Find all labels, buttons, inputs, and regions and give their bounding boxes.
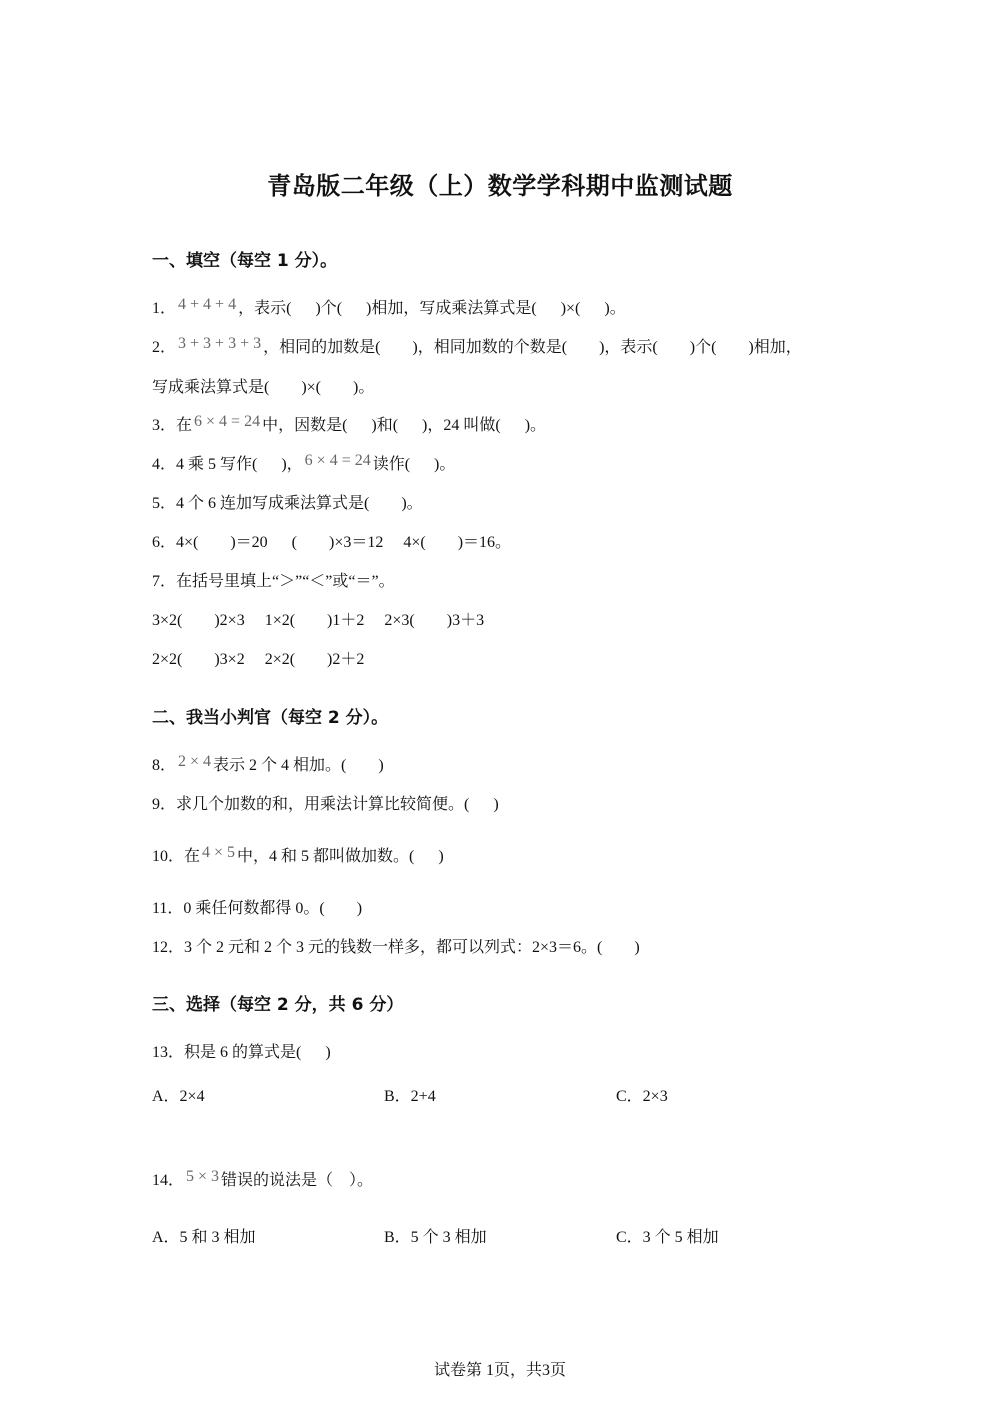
question-7: 7．在括号里填上“＞”“＜”或“＝”。 (152, 573, 395, 590)
question-2 (152, 335, 802, 358)
question-14-option-c: C．3 个 5 相加 (616, 1229, 719, 1246)
math-expression: 6 × 4 = 24 (194, 413, 261, 430)
question-text: 表示 2 个 4 相加。( ) (213, 757, 384, 774)
question-text: 4．4 乘 5 写作( )， (152, 456, 303, 473)
question-2-continuation: 写成乘法算式是( )×( )。 (152, 379, 375, 396)
question-number: 14． (152, 1172, 185, 1189)
question-text: 错误的说法是（ ）。 (221, 1172, 374, 1189)
section-heading-judge: 二、我当小判官（每空 2 分）。 (152, 708, 389, 728)
question-number: 2． (152, 339, 177, 356)
question-14-option-b: B．5 个 3 相加 (384, 1229, 487, 1246)
question-text: ，表示( )个( )相加，写成乘法算式是( )×( )。 (238, 300, 626, 317)
question-11: 11．0 乘任何数都得 0。( ) (152, 900, 363, 917)
question-6: 6．4×( )＝20 ( )×3＝12 4×( )＝16。 (152, 534, 512, 551)
question-13: 13．积是 6 的算式是( ) (152, 1044, 331, 1061)
math-expression: 6 × 4 = 24 (304, 452, 371, 469)
question-10 (152, 844, 444, 867)
question-number: 3．在 (152, 417, 193, 434)
question-text: ，相同的加数是( )，相同加数的个数是( )，表示( )个( )相加， (263, 339, 802, 356)
question-number: 10．在 (152, 848, 201, 865)
question-13-option-a: A．2×4 (152, 1088, 205, 1105)
math-expression: 2 × 4 (178, 753, 212, 770)
question-text: 中，因数是( )和( )，24 叫做( )。 (262, 417, 547, 434)
question-text: 中，4 和 5 都叫做加数。( ) (237, 848, 444, 865)
question-7-row-1: 3×2( )2×3 1×2( )1＋2 2×3( )3＋3 (152, 612, 485, 629)
question-3 (152, 413, 547, 436)
question-number: 8． (152, 757, 177, 774)
question-13-option-c: C．2×3 (616, 1088, 668, 1105)
question-9: 9．求几个加数的和，用乘法计算比较简便。( ) (152, 796, 499, 813)
question-4 (152, 452, 456, 475)
question-14-option-a: A．5 和 3 相加 (152, 1229, 256, 1246)
math-expression: 5 × 3 (186, 1168, 220, 1185)
question-7-row-2: 2×2( )3×2 2×2( )2＋2 (152, 651, 365, 668)
math-expression: 4 + 4 + 4 (178, 296, 237, 313)
question-12: 12．3 个 2 元和 2 个 3 元的钱数一样多，都可以列式：2×3＝6。( ) (152, 939, 640, 956)
section-heading-choice: 三、选择（每空 2 分，共 6 分） (152, 995, 404, 1015)
question-1 (152, 296, 626, 319)
question-8 (152, 753, 384, 776)
question-13-option-b: B．2+4 (384, 1088, 436, 1105)
question-14 (152, 1168, 374, 1191)
math-expression: 3 + 3 + 3 + 3 (178, 335, 262, 352)
question-5: 5．4 个 6 连加写成乘法算式是( )。 (152, 495, 423, 512)
question-text: 读作( )。 (372, 456, 456, 473)
page-footer: 试卷第 1页，共3页 (433, 1362, 566, 1379)
math-expression: 4 × 5 (202, 844, 236, 861)
question-number: 1． (152, 300, 177, 317)
section-heading-fill-in: 一、填空（每空 1 分）。 (152, 251, 338, 271)
page-title: 青岛版二年级（上）数学学科期中监测试题 (267, 172, 733, 200)
